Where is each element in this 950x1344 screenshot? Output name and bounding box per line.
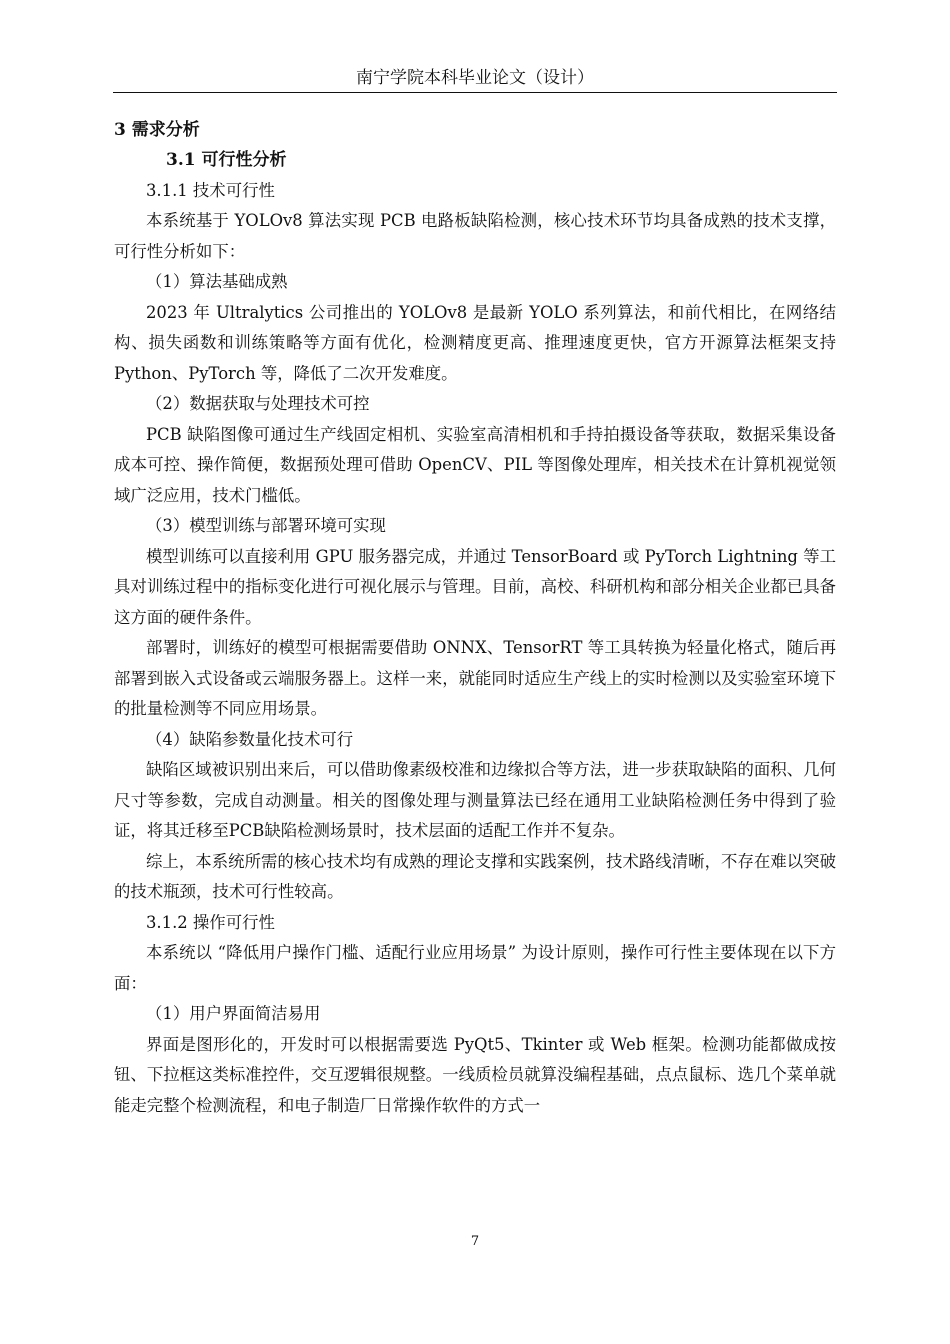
paragraph-item-4: 缺陷区域被识别出来后，可以借助像素级校准和边缘拟合等方法，进一步获取缺陷的面积、几何尺寸等参数，完成自动测量。相关的图像处理与测量算法已经在通用工业缺陷检测任务中得到了验证，将其迁移至PCB缺陷检测场景时，技术层面的适配工作并不复杂。	[114, 760, 836, 840]
paragraph-item-3a: 模型训练可以直接利用 GPU 服务器完成，并通过 TensorBoard 或 PyTorch Lightning 等工具对训练过程中的指标变化进行可视化展示与管理。目前，高校、科研机构和部分相关企业都已具备这方面的硬件条件。	[114, 546, 836, 627]
running-header: 南宁学院本科毕业论文（设计）	[356, 68, 594, 88]
header-rule	[113, 92, 837, 93]
subsection-heading-operational: 3.1.2 操作可行性	[146, 912, 275, 932]
item-title-4: （4）缺陷参数量化技术可行	[146, 729, 354, 749]
subsection-heading-technical: 3.1.1 技术可行性	[146, 180, 275, 200]
page-number: 7	[470, 1234, 480, 1249]
paragraph-ui: 界面是图形化的，开发时可以根据需要选 PyQt5、Tkinter 或 Web 框架。检测功能都做成按钮、下拉框这类标准控件，交互逻辑很规整。一线质检员就算没编程基础，点点鼠标、选几个菜单就能走完整个检测流程，和电子制造厂日常操作软件的方式一	[114, 1034, 836, 1115]
paragraph-item-3b: 部署时，训练好的模型可根据需要借助 ONNX、TensorRT 等工具转换为轻量化格式，随后再部署到嵌入式设备或云端服务器上。这样一来，就能同时适应生产线上的实时检测以及实验室环境下的批量检测等不同应用场景。	[114, 638, 836, 718]
item-title-1: （1）算法基础成熟	[146, 272, 288, 291]
paragraph-item-1: 2023 年 Ultralytics 公司推出的 YOLOv8 是最新 YOLO 系列算法，和前代相比，在网络结构、损失函数和训练策略等方面有优化，检测精度更高、推理速度更快，官方开源算法框架支持 Python、PyTorch 等，降低了二次开发难度。	[114, 302, 836, 383]
paragraph-operational-intro: 本系统以 “降低用户操作门槛、适配行业应用场景” 为设计原则，操作可行性主要体现在以下方面：	[114, 943, 836, 993]
item-title-2: （2）数据获取与处理技术可控	[146, 394, 370, 413]
item-title-3: （3）模型训练与部署环境可实现	[146, 516, 386, 535]
chapter-heading: 3 需求分析	[114, 120, 200, 140]
item-title-ui: （1）用户界面简洁易用	[146, 1004, 321, 1023]
paragraph-summary: 综上，本系统所需的核心技术均有成熟的理论支撑和实践案例，技术路线清晰，不存在难以突破的技术瓶颈，技术可行性较高。	[114, 851, 836, 901]
paragraph-intro: 本系统基于 YOLOv8 算法实现 PCB 电路板缺陷检测，核心技术环节均具备成熟的技术支撑，可行性分析如下：	[114, 211, 836, 261]
paragraph-item-2: PCB 缺陷图像可通过生产线固定相机、实验室高清相机和手持拍摄设备等获取，数据采集设备成本可控、操作简便，数据预处理可借助 OpenCV、PIL 等图像处理库，相关技术在计算机视觉领域广泛应用，技术门槛低。	[114, 424, 836, 505]
section-heading: 3.1 可行性分析	[166, 150, 287, 170]
page-body	[114, 115, 836, 1121]
